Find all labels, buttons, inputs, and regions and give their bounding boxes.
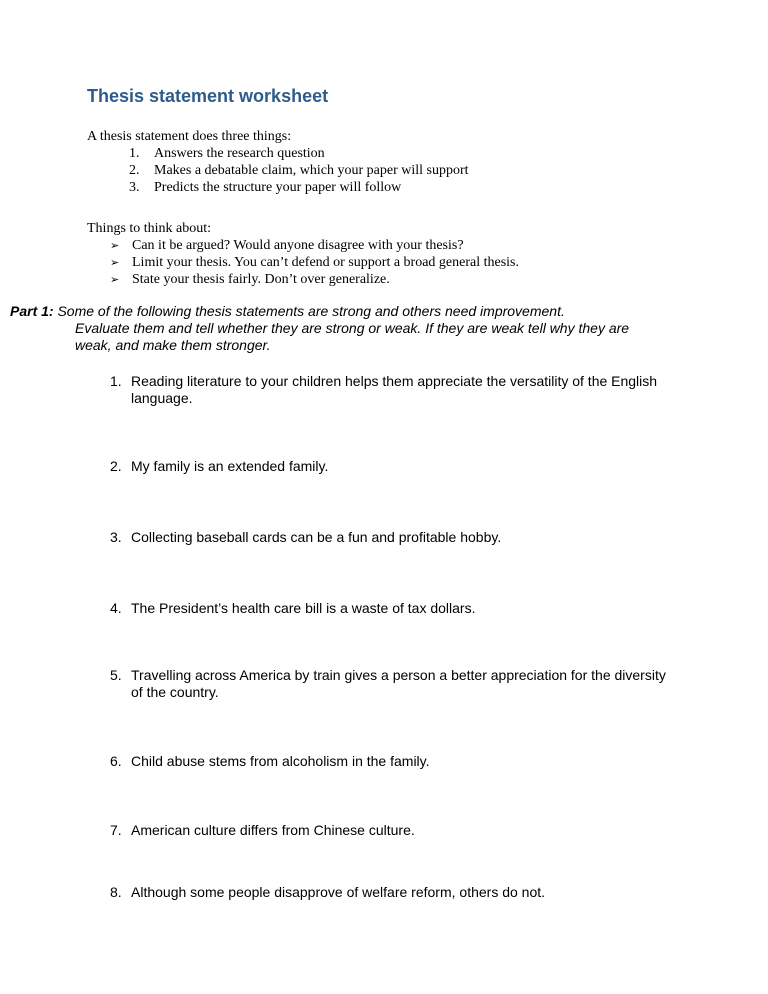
- think-about-list: [110, 237, 519, 288]
- statement-text: Child abuse stems from alcoholism in the family.: [131, 753, 430, 769]
- list-text: Can it be argued? Would anyone disagree with your thesis?: [132, 238, 464, 253]
- list-number: 2.: [129, 163, 140, 178]
- list-text: Answers the research question: [154, 146, 325, 161]
- instruction-line: weak, and make them stronger.: [75, 337, 271, 353]
- list-text: Limit your thesis. You can’t defend or support a broad general thesis.: [132, 255, 520, 270]
- statement-number: 7.: [110, 822, 122, 838]
- list-number: 3.: [129, 180, 140, 195]
- statement-number: 5.: [110, 667, 122, 683]
- list-item: [110, 271, 519, 288]
- arrow-bullet-icon: ➢: [110, 239, 120, 252]
- statement-number: 4.: [110, 600, 122, 616]
- list-item: [110, 822, 670, 839]
- page-title: Thesis statement worksheet: [87, 86, 329, 106]
- list-item: [110, 529, 670, 546]
- list-text: Makes a debatable claim, which your paper will support: [154, 163, 469, 178]
- statement-text: Reading literature to your children helps them appreciate the versatility of the English language.: [131, 373, 658, 406]
- list-item: [110, 600, 670, 617]
- statement-text: My family is an extended family.: [131, 458, 329, 474]
- statement-number: 3.: [110, 529, 122, 545]
- list-text: State your thesis fairly. Don’t over generalize.: [132, 272, 390, 287]
- list-item: [110, 667, 670, 701]
- statement-text: The President’s health care bill is a waste of tax dollars.: [131, 600, 476, 616]
- statement-number: 8.: [110, 884, 122, 900]
- instruction-line: Some of the following thesis statements are strong and others need improvement.: [53, 303, 565, 319]
- list-item: [110, 237, 519, 254]
- part-label: Part 1:: [10, 303, 54, 319]
- list-text: Predicts the structure your paper will follow: [154, 180, 402, 195]
- list-item: [110, 884, 670, 901]
- statement-number: 2.: [110, 458, 122, 474]
- statement-text: American culture differs from Chinese culture.: [131, 822, 415, 838]
- intro-lead: A thesis statement does three things:: [87, 129, 292, 144]
- think-lead: Things to think about:: [87, 221, 212, 236]
- list-item: [129, 179, 469, 196]
- statement-text: Collecting baseball cards can be a fun and profitable hobby.: [131, 529, 502, 545]
- statement-number: 6.: [110, 753, 122, 769]
- arrow-bullet-icon: ➢: [110, 256, 120, 269]
- list-item: [129, 145, 469, 162]
- list-item: [110, 753, 670, 770]
- statement-text: Travelling across America by train gives a person a better appreciation for the diversity of the country.: [131, 667, 666, 700]
- statement-text: Although some people disapprove of welfare reform, others do not.: [131, 884, 546, 900]
- list-item: [129, 162, 469, 179]
- arrow-bullet-icon: ➢: [110, 273, 120, 286]
- part1-instructions: [10, 303, 730, 354]
- list-item: [110, 254, 519, 271]
- thesis-functions-list: [129, 145, 469, 196]
- list-number: 1.: [129, 146, 140, 161]
- statement-number: 1.: [110, 373, 122, 389]
- list-item: [110, 373, 670, 407]
- list-item: [110, 458, 670, 475]
- instruction-line: Evaluate them and tell whether they are strong or weak. If they are weak tell why they are: [75, 320, 630, 336]
